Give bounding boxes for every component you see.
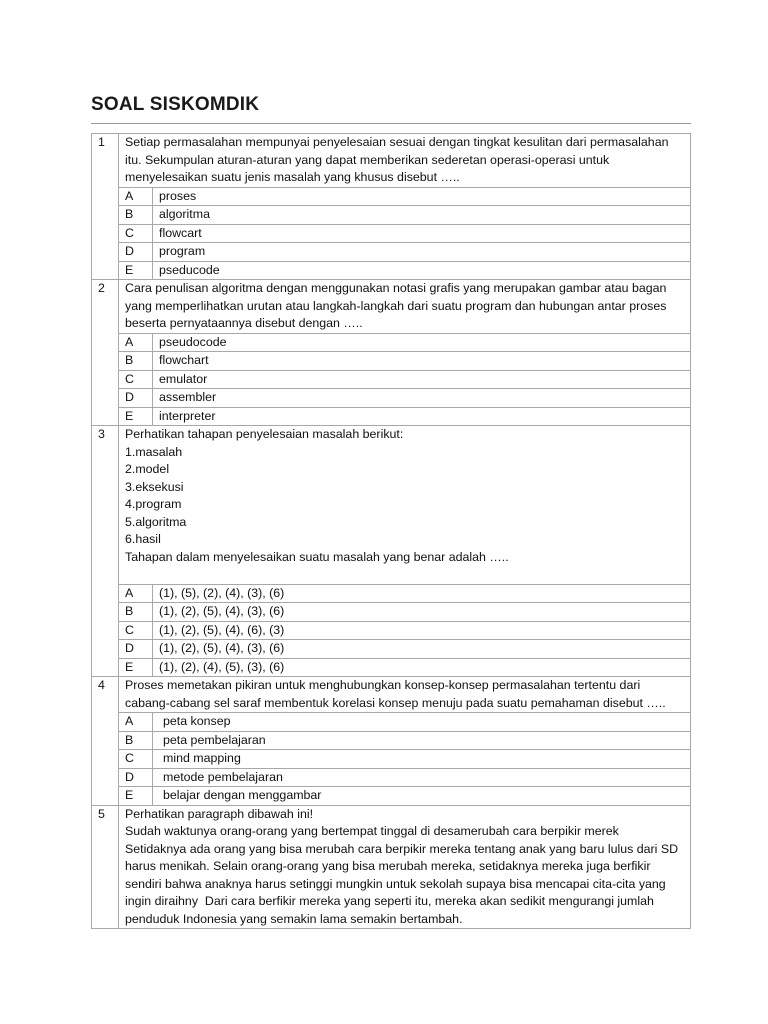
option-letter: B (119, 206, 153, 225)
question-number: 3 (92, 426, 119, 677)
question-text-line: 1.masalah (125, 444, 183, 459)
option-text: belajar dengan menggambar (153, 787, 691, 806)
option-letter: A (119, 187, 153, 206)
option-text: program (153, 243, 691, 262)
option-text: peta konsep (153, 713, 691, 732)
option-text: emulator (153, 370, 691, 389)
option-text: flowchart (153, 352, 691, 371)
question-text-line: 3.eksekusi (125, 479, 184, 494)
option-letter: D (119, 243, 153, 262)
option-text: pseducode (153, 261, 691, 280)
option-letter: B (119, 731, 153, 750)
option-letter: C (119, 621, 153, 640)
option-text: (1), (5), (2), (4), (3), (6) (153, 584, 691, 603)
option-letter: C (119, 750, 153, 769)
question-row (92, 280, 691, 334)
question-text-line: beserta pernyataannya disebut dengan ….. (125, 316, 363, 330)
option-text: (1), (2), (5), (4), (3), (6) (153, 603, 691, 622)
question-number: 5 (92, 805, 119, 929)
option-row (92, 768, 691, 787)
option-text: (1), (2), (5), (4), (3), (6) (153, 640, 691, 659)
option-row (92, 787, 691, 806)
question-text-line: sendiri bahwa anaknya harus setinggi mungkin untuk sekolah supaya bisa mencapai cita-cita yang (125, 876, 666, 891)
question-row (92, 677, 691, 713)
question-text-line: 5.algoritma (125, 514, 187, 529)
title-divider (91, 123, 691, 124)
option-text: (1), (2), (4), (5), (3), (6) (153, 658, 691, 677)
question-text-line: Perhatikan paragraph dibawah ini! (125, 806, 314, 821)
question-text-line: Proses memetakan pikiran untuk menghubungkan konsep-konsep permasalahan tertentu dari (125, 678, 641, 692)
option-text: metode pembelajaran (153, 768, 691, 787)
option-text: proses (153, 187, 691, 206)
question-text-line: menyelesaikan suatu jenis masalah yang khusus disebut ….. (125, 170, 460, 184)
option-text: peta pembelajaran (153, 731, 691, 750)
option-row (92, 370, 691, 389)
question-text-line: ingin diraihny Dari cara berfikir mereka yang seperti itu, mereka akan sedikit mengurangi jumlah (125, 894, 654, 908)
question-text (119, 134, 691, 188)
option-letter: E (119, 261, 153, 280)
question-text-line: 6.hasil (125, 532, 161, 546)
option-text: (1), (2), (5), (4), (6), (3) (153, 621, 691, 640)
option-text: interpreter (153, 407, 691, 426)
option-letter: D (119, 768, 153, 787)
option-letter: C (119, 224, 153, 243)
question-text-line: harus menikah. Selain orang-orang yang bisa merubah mereka, setidaknya mereka juga berfikir (125, 859, 651, 873)
question-text (119, 677, 691, 713)
option-row (92, 621, 691, 640)
option-row (92, 603, 691, 622)
option-row (92, 243, 691, 262)
question-row (92, 426, 691, 585)
option-text: pseudocode (153, 333, 691, 352)
spacer (125, 566, 690, 584)
question-text-line: Setidaknya ada orang yang bisa merubah cara berpikir mereka tentang anak yang baru lulus dari SD (125, 841, 679, 856)
question-text (119, 426, 691, 585)
option-row (92, 333, 691, 352)
question-text-line: yang memperlihatkan urutan atau langkah-langkah dari suatu program dan hubungan antar proses (125, 298, 667, 313)
option-letter: E (119, 658, 153, 677)
option-row (92, 389, 691, 408)
question-text-line: Tahapan dalam menyelesaikan suatu masalah yang benar adalah ….. (125, 549, 509, 564)
question-text-line: penduduk Indonesia yang semakin lama semakin bertambah. (125, 911, 463, 926)
question-row (92, 134, 691, 188)
option-text: assembler (153, 389, 691, 408)
question-text-line: Cara penulisan algoritma dengan menggunakan notasi grafis yang merupakan gambar atau bagan (125, 281, 667, 295)
option-text: mind mapping (153, 750, 691, 769)
option-row (92, 261, 691, 280)
question-text-line: 4.program (125, 497, 182, 511)
option-row (92, 750, 691, 769)
option-row (92, 187, 691, 206)
option-row (92, 584, 691, 603)
option-row (92, 713, 691, 732)
option-row (92, 640, 691, 659)
option-text: flowcart (153, 224, 691, 243)
question-text (119, 280, 691, 334)
question-text-line: Sudah waktunya orang-orang yang bertempat tinggal di desamerubah cara berpikir merek (125, 824, 619, 838)
option-row (92, 206, 691, 225)
option-letter: D (119, 640, 153, 659)
question-text (119, 805, 691, 929)
option-letter: A (119, 584, 153, 603)
option-letter: E (119, 407, 153, 426)
question-number: 2 (92, 280, 119, 426)
option-letter: A (119, 713, 153, 732)
question-table-body (92, 134, 691, 929)
option-row (92, 407, 691, 426)
question-text-line: Perhatikan tahapan penyelesaian masalah berikut: (125, 427, 404, 441)
option-letter: D (119, 389, 153, 408)
option-row (92, 224, 691, 243)
option-row (92, 352, 691, 371)
question-table (91, 133, 691, 929)
option-row (92, 731, 691, 750)
question-text-line: Setiap permasalahan mempunyai penyelesaian sesuai dengan tingkat kesulitan dari permasalahan (125, 135, 669, 149)
question-row (92, 805, 691, 929)
question-text-line: cabang-cabang sel saraf membentuk korelasi konsep menuju pada suatu pemahaman disebut ….. (125, 695, 666, 710)
option-letter: B (119, 603, 153, 622)
option-letter: B (119, 352, 153, 371)
question-text-line: itu. Sekumpulan aturan-aturan yang dapat memberikan sederetan operasi-operasi untuk (125, 152, 610, 167)
option-letter: A (119, 333, 153, 352)
option-letter: E (119, 787, 153, 806)
option-row (92, 658, 691, 677)
page-title: SOAL SISKOMDIK (91, 94, 260, 115)
option-letter: C (119, 370, 153, 389)
question-text-line: 2.model (125, 462, 170, 476)
question-number: 1 (92, 134, 119, 280)
option-text: algoritma (153, 206, 691, 225)
question-number: 4 (92, 677, 119, 806)
